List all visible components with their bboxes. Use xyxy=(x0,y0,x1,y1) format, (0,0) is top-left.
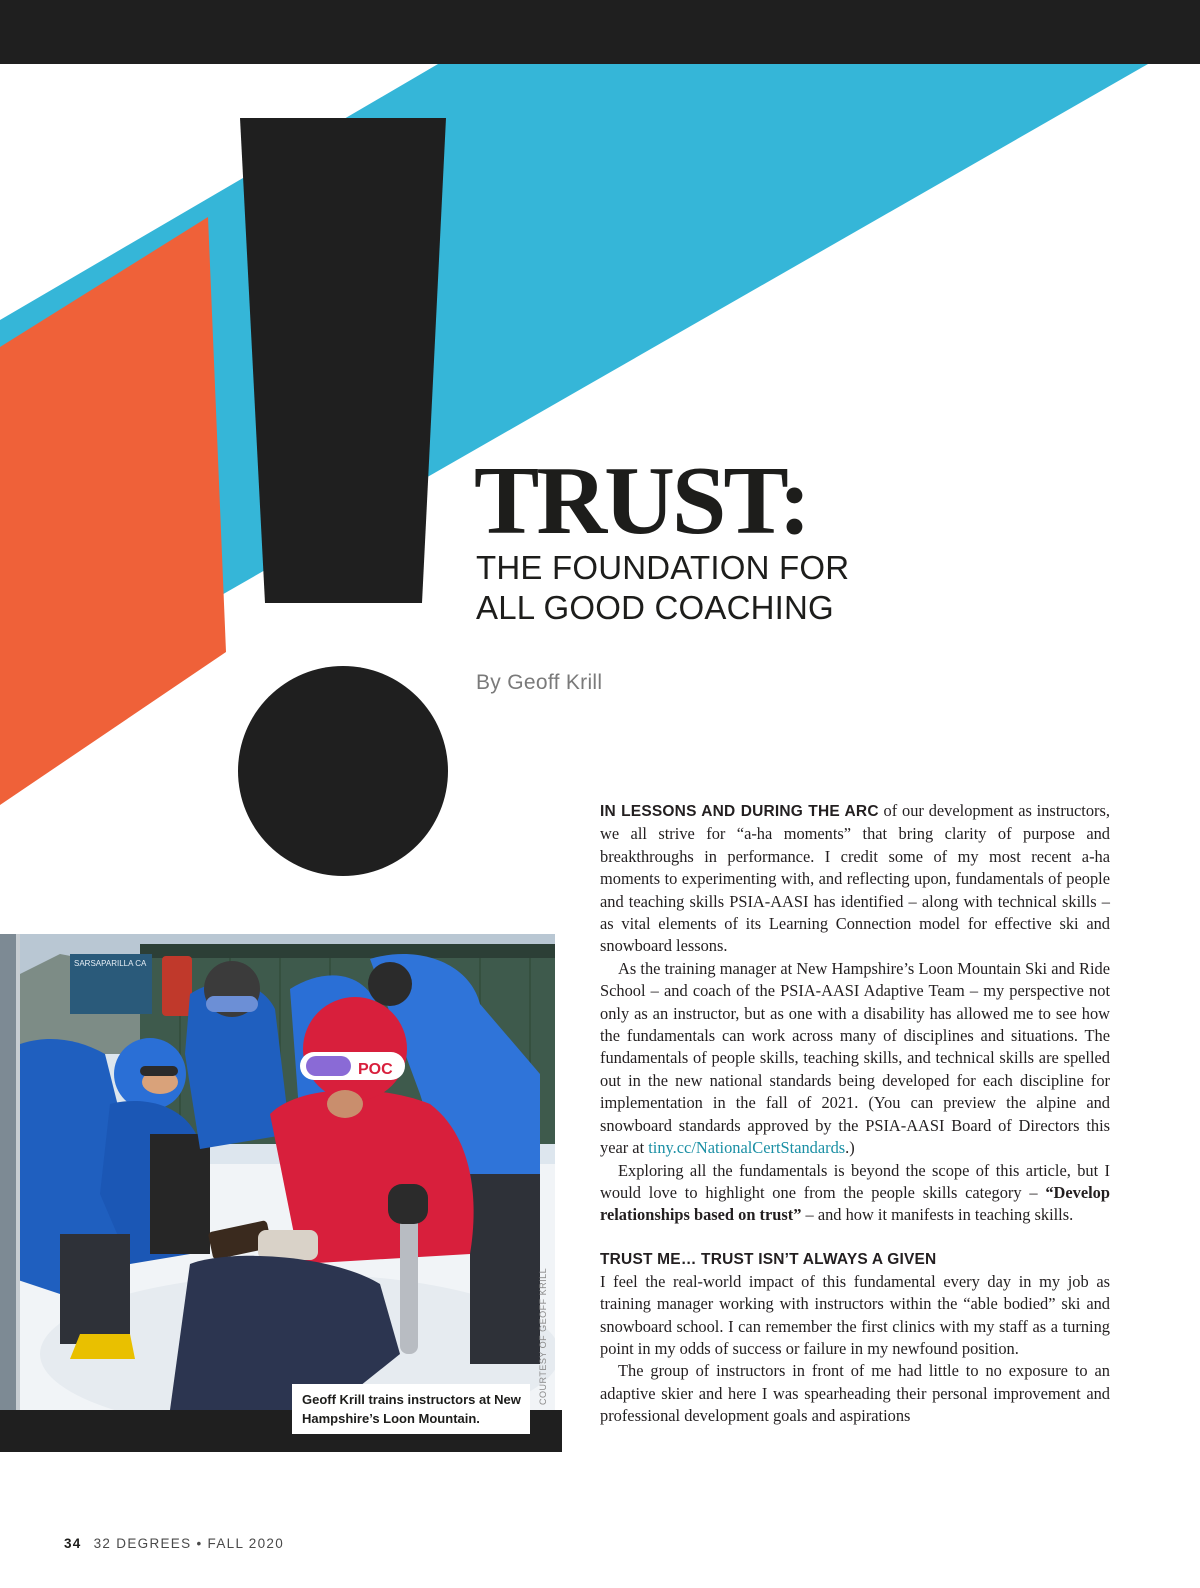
byline: By Geoff Krill xyxy=(476,671,603,694)
paragraph-5: The group of instructors in front of me had little to no exposure to an adaptive skier and here I was spearheading their personal improvement and professional development goals and aspirations xyxy=(600,1361,1110,1426)
photo-caption: Geoff Krill trains instructors at New Hampshire’s Loon Mountain. xyxy=(292,1384,530,1434)
paragraph-2 xyxy=(600,958,1110,1160)
paragraph-4: I feel the real-world impact of this fundamental every day in my job as training manager working with instructors within the “able bodied” ski and snowboard school. I can remember the first clinics with my staff as a turning point in my odds of success or failure in my newfound position. xyxy=(600,1271,1110,1358)
article-subtitle xyxy=(476,548,849,628)
paragraph-3 xyxy=(600,1160,1110,1227)
subtitle-line-1: THE FOUNDATION FOR xyxy=(476,549,850,586)
lead-in: IN LESSONS AND DURING THE ARC xyxy=(600,803,879,820)
photo-credit: COURTESY OF GEOFF KRILL xyxy=(538,1267,548,1405)
exclamation-bar xyxy=(240,118,446,603)
exclamation-dot xyxy=(238,666,448,876)
article-body xyxy=(600,800,1110,1428)
page-number: 34 xyxy=(64,1536,82,1551)
article-photo xyxy=(0,934,555,1410)
sign-text: SARSAPARILLA CA xyxy=(74,959,147,968)
helmet-text: POC xyxy=(358,1061,393,1078)
paragraph-1-text: of our development as instructors, we all strive for “a-ha moments” that bring clarity of purpose and breakthroughs in performance. I credit some of my most recent a-ha moments to experimenting with, and reflecting upon, fundamentals of people and teaching skills PSIA-AASI has identified – along with technical skills – as vital elements of its Learning Connection model for effective ski and snowboard lessons. xyxy=(600,801,1110,956)
paragraph-2-text: As the training manager at New Hampshire’s Loon Mountain Ski and Ride School – and coach of the PSIA-AASI Adaptive Team – my perspective not only as an instructor, but as one with a disability has allowed me to see how the fundamentals can work across many of disciplines and situations. The fundamentals of people skills, teaching skills, and technical skills are spelled out in the new national standards being developed for each discipline for implementation in the fall of 2021. (You can preview the alpine and snowboard standards approved by the PSIA-AASI Board of Directors this year at xyxy=(600,958,1110,1158)
article-title: TRUST: xyxy=(474,447,809,555)
standards-link[interactable]: tiny.cc/NationalCertStandards xyxy=(648,1138,846,1158)
page-footer xyxy=(64,1536,284,1551)
paragraph-1 xyxy=(600,800,1110,958)
section-heading: TRUST ME… TRUST ISN’T ALWAYS A GIVEN xyxy=(600,1250,937,1268)
paragraph-3-end: – and how it manifests in teaching skills. xyxy=(801,1205,1074,1225)
publication-name: 32 DEGREES • FALL 2020 xyxy=(93,1536,285,1551)
subtitle-line-2: ALL GOOD COACHING xyxy=(476,589,834,626)
paragraph-2-end: .) xyxy=(845,1138,855,1158)
paragraph-3-emphasis: “Develop relationships based on trust” xyxy=(600,1182,1110,1225)
paragraph-3-text: Exploring all the fundamentals is beyond the scope of this article, but I would love to highlight one from the people skills category – xyxy=(600,1160,1110,1202)
